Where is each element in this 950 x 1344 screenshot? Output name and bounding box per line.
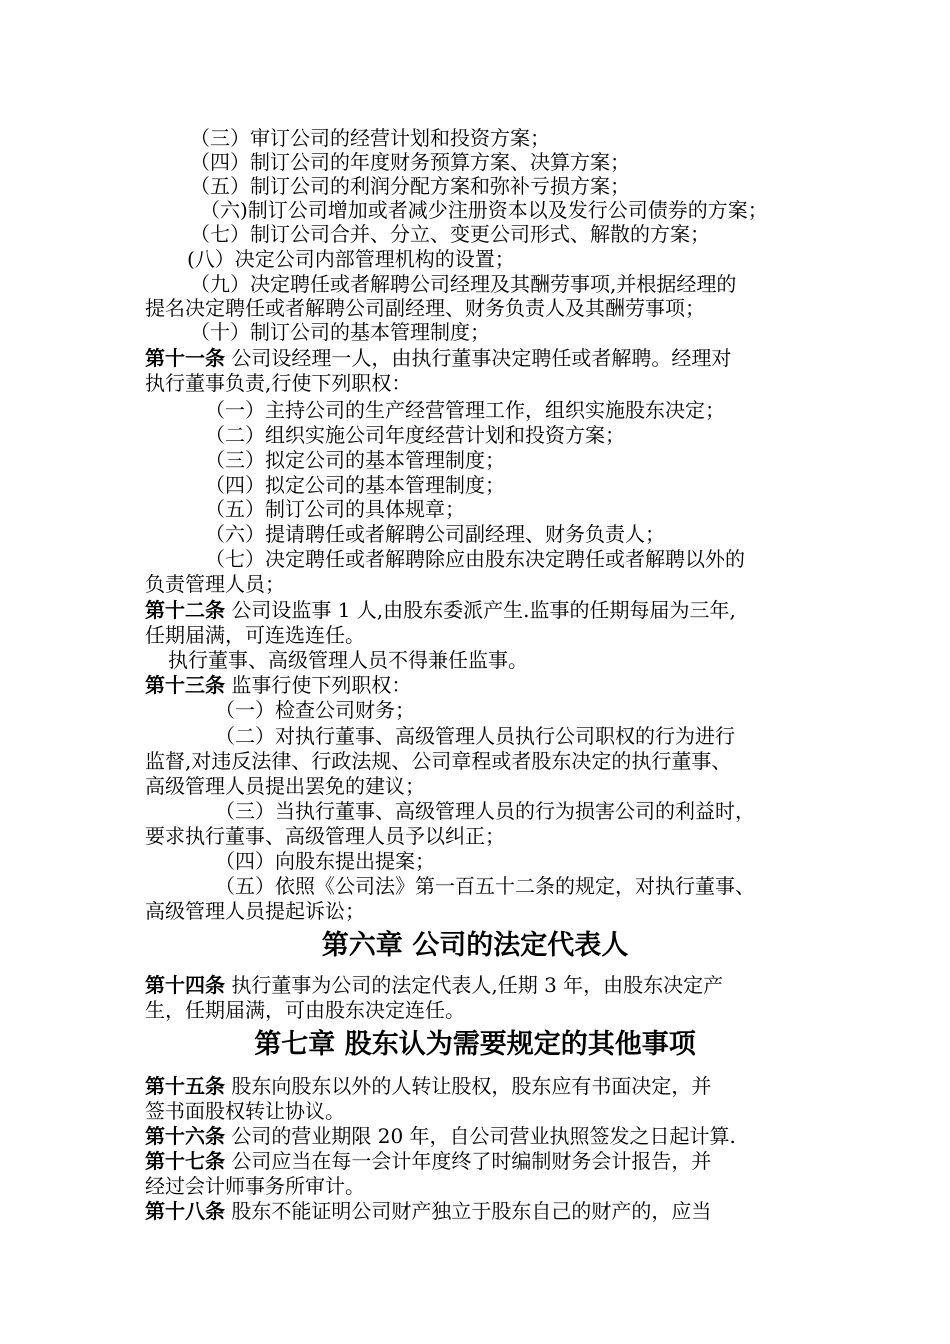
article-13 [145,673,411,697]
supervisor-duty-5-cont: 高级管理人员提起诉讼； [145,899,365,923]
supervisor-duty-1: （一）检查公司财务； [215,698,415,722]
item-5: （五）制订公司的利润分配方案和弥补亏损方案； [190,174,630,198]
supervisor-duty-5: （五）依照《公司法》第一百五十二条的规定，对执行董事、 [215,874,755,898]
article-15 [145,1074,711,1098]
article-12-cont: 任期届满，可连选连任。 [145,623,365,647]
article-17 [145,1149,711,1173]
duty-5: （五）制订公司的具体规章； [205,497,465,521]
article-18 [145,1199,711,1223]
article-14-label: 第十四条 [145,973,225,997]
chapter-6-heading: 第六章 公司的法定代表人 [321,930,629,961]
article-14-cont: 生，任期届满，可由股东决定连任。 [145,998,465,1022]
article-14 [145,973,723,997]
article-15-cont: 签书面股权转让协议。 [145,1099,345,1123]
article-16-label: 第十六条 [145,1124,225,1148]
article-15-text: 股东向股东以外的人转让股权，股东应有书面决定，并 [225,1074,712,1098]
duty-2: （二）组织实施公司年度经营计划和投资方案； [205,423,625,447]
supervisor-duty-3: （三）当执行董事、高级管理人员的行为损害公司的利益时， [215,799,755,823]
article-17-text: 公司应当在每一会计年度终了时编制财务会计报告，并 [225,1149,712,1173]
article-17-label: 第十七条 [145,1149,225,1173]
duty-6: （六）提请聘任或者解聘公司副经理、财务负责人； [205,522,665,546]
item-4: （四）制订公司的年度财务预算方案、决算方案； [190,150,630,174]
duty-7: （七）决定聘任或者解聘除应由股东决定聘任或者解聘以外的 [205,547,745,571]
article-12-label: 第十二条 [145,598,225,622]
supervisor-duty-2-cont2: 高级管理人员提出罢免的建议； [145,774,425,798]
supervisor-duty-4: （四）向股东提出提案； [215,849,435,873]
article-18-text: 股东不能证明公司财产独立于股东自己的财产的，应当 [225,1199,712,1223]
supervisor-duty-2: （二）对执行董事、高级管理人员执行公司职权的行为进行 [215,724,735,748]
item-7: （七）制订公司合并、分立、变更公司形式、解散的方案； [190,222,710,246]
article-16 [145,1124,736,1148]
article-15-label: 第十五条 [145,1074,225,1098]
item-9: （九）决定聘任或者解聘公司经理及其酬劳事项,并根据经理的 [190,272,737,296]
duty-1: （一）主持公司的生产经营管理工作，组织实施股东决定； [205,398,725,422]
article-12 [145,598,736,622]
supervisor-duty-2-cont: 监督,对违反法律、行政法规、公司章程或者股东决定的执行董事、 [145,749,732,773]
item-10: （十）制订公司的基本管理制度； [190,320,490,344]
article-11-text: 公司设经理一人，由执行董事决定聘任或者解聘。经理对 [225,346,732,370]
duty-7-cont: 负责管理人员； [145,572,285,596]
article-11-cont: 执行董事负责,行使下列职权： [145,371,412,395]
chapter-7-heading: 第七章 股东认为需要规定的其他事项 [254,1029,696,1060]
duty-4: （四）拟定公司的基本管理制度； [205,473,505,497]
article-12-text: 公司设监事 1 人,由股东委派产生.监事的任期每届为三年, [225,598,736,622]
article-16-text: 公司的营业期限 20 年，自公司营业执照签发之日起计算. [225,1124,736,1148]
item-8: (八）决定公司内部管理机构的设置； [187,247,515,271]
item-3: （三）审订公司的经营计划和投资方案； [190,126,550,150]
article-11 [145,346,731,370]
article-13-label: 第十三条 [145,673,225,697]
article-17-cont: 经过会计师事务所审计。 [145,1174,365,1198]
item-9-cont: 提名决定聘任或者解聘公司副经理、财务负责人及其酬劳事项； [145,296,705,320]
supervisor-duty-3-cont: 要求执行董事、高级管理人员予以纠正； [145,824,505,848]
item-6: （六)制订公司增加或者减少注册资本以及发行公司债券的方案； [200,198,768,222]
article-11-label: 第十一条 [145,346,225,370]
article-14-text: 执行董事为公司的法定代表人,任期 3 年，由股东决定产 [225,973,724,997]
article-13-text: 监事行使下列职权： [225,673,412,697]
duty-3: （三）拟定公司的基本管理制度； [205,448,505,472]
article-18-label: 第十八条 [145,1199,225,1223]
article-12-note: 执行董事、高级管理人员不得兼任监事。 [168,648,528,672]
